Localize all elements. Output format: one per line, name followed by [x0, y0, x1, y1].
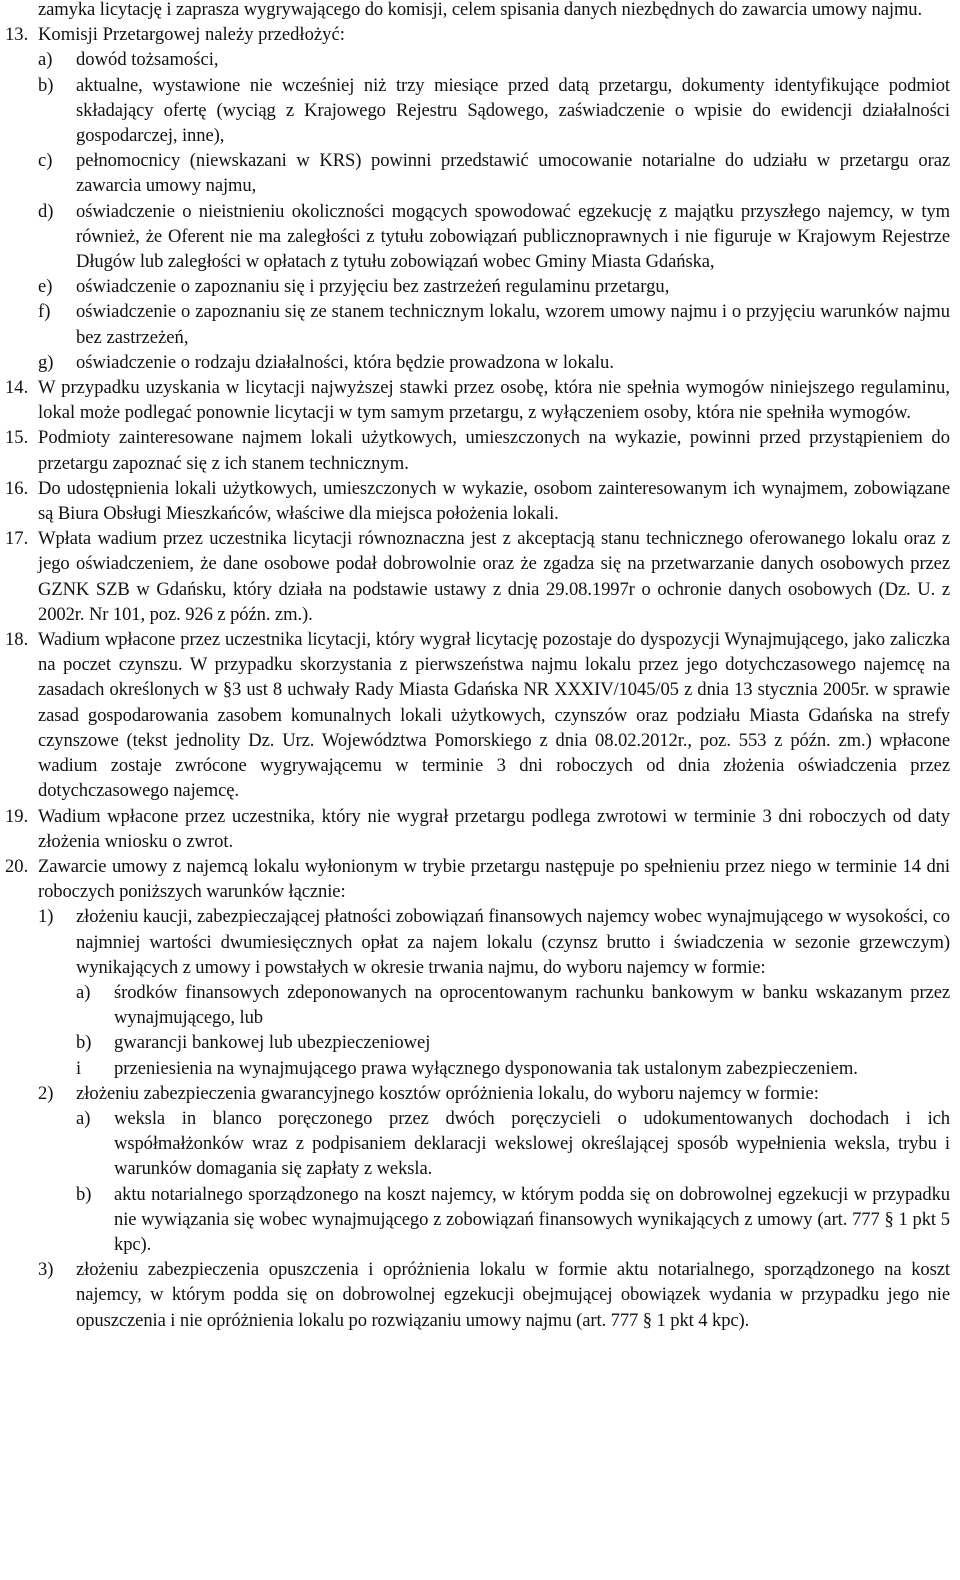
list-label: f) [38, 301, 51, 323]
list-item-13e [38, 274, 950, 299]
condition-1-option-b [76, 1030, 950, 1055]
section-number: 13. [5, 24, 29, 46]
section-16 [5, 476, 950, 526]
list-item-13b [38, 73, 950, 149]
section-13 [5, 22, 950, 375]
section-14 [5, 375, 950, 425]
section-number: 16. [5, 477, 29, 499]
condition-1 [38, 904, 950, 1080]
list-text: pełnomocnicy (niewskazani w KRS) powinni przedstawić umocowanie notarialne do udziału w przetargu oraz zawarcia umowy najmu, [76, 150, 950, 197]
option-label: b) [76, 1032, 92, 1054]
section-number: 19. [5, 805, 29, 827]
condition-3 [38, 1257, 950, 1333]
section-15 [5, 425, 950, 475]
option-label: a) [76, 1107, 91, 1129]
option-text: środków finansowych zdeponowanych na oprocentowanym rachunku bankowym w banku wskazanym przez wynajmującego, lub [114, 981, 950, 1029]
condition-1-option-a [76, 980, 950, 1030]
condition-text: złożeniu kaucji, zabezpieczającej płatności zobowiązań finansowych najemcy wobec wynajmującego w wysokości, co najmniej wartości dwumiesięcznych opłat za najem lokalu (czynsz brutto i świadczenia w sezonie grzewczym) wynikających z umowy i powstałych w okresie trwania najmu, do wyboru najemcy w formie: [76, 906, 950, 978]
list-text: oświadczenie o zapoznaniu się i przyjęciu bez zastrzeżeń regulaminu przetargu, [76, 276, 670, 298]
condition-label: 2) [38, 1082, 54, 1104]
list-label: e) [38, 276, 53, 298]
section-number: 20. [5, 855, 29, 877]
condition-text: złożeniu zabezpieczenia opuszczenia i opróżnienia lokalu w formie aktu notarialnego, sporządzonego na koszt najemcy, w którym podda się on dobrowolnej egzekucji obejmującej obowiązek wydania w przypadku jego nie opuszczenia i nie opróżnienia lokalu po rozwiązaniu umowy najmu (art. 777 § 1 pkt 4 kpc). [76, 1259, 950, 1331]
list-item-13d [38, 199, 950, 275]
condition-1-option-i [76, 1056, 950, 1081]
section-text: Wadium wpłacone przez uczestnika, który nie wygrał przetargu podlega zwrotowi w terminie 3 dni roboczych od daty złożenia wniosku o zwrot. [38, 805, 950, 852]
section-number: 15. [5, 427, 29, 449]
condition-label: 1) [38, 906, 54, 928]
section-text: Komisji Przetargowej należy przedłożyć: [38, 24, 345, 46]
section-17 [5, 526, 950, 627]
list-label: c) [38, 150, 53, 172]
list-text: aktualne, wystawione nie wcześniej niż trzy miesiące przed datą przetargu, dokumenty identyfikujące podmiot składający ofertę (wyciąg z Krajowego Rejestru Sądowego, zaświadczenie o wpisie do ewidencji działalności gospodarczej, inne), [76, 74, 950, 147]
condition-label: 3) [38, 1259, 54, 1281]
lead-fragment: zamyka licytację i zaprasza wygrywającego do komisji, celem spisania danych niezbędnych do zawarcia umowy najmu. [38, 0, 923, 20]
section-text: Zawarcie umowy z najemcą lokalu wyłonionym w trybie przetargu następuje po spełnieniu przez niego w terminie 14 dni roboczych poniższych warunków łącznie: [38, 855, 950, 903]
section-number: 14. [5, 377, 29, 399]
section-20 [5, 854, 950, 1333]
list-item-13c [38, 148, 950, 198]
list-label: b) [38, 74, 54, 96]
section-text: W przypadku uzyskania w licytacji najwyższej stawki przez osobę, która nie spełnia wymogów niniejszego regulaminu, lokal może podlegać ponownie licytacji w tym samym przetargu, z wyłączeniem osoby, która nie spełniła wymogów. [38, 377, 950, 424]
list-text: dowód tożsamości, [76, 49, 219, 71]
section-18 [5, 627, 950, 803]
list-text: oświadczenie o nieistnieniu okoliczności mogących spowodować egzekucję z majątku przyszłego najemcy, w tym również, że Oferent nie ma zaległości z tytułu zobowiązań publicznoprawnych i nie figuruje w Krajowym Rejestrze Długów lub zaległości w opłatach z tytułu zobowiązań wobec Gminy Miasta Gdańska, [76, 200, 950, 273]
section-text: Do udostępnienia lokali użytkowych, umieszczonych w wykazie, osobom zainteresowanym ich wynajmem, zobowiązane są Biura Obsługi Mieszkańców, właściwe dla miejsca położenia lokali. [38, 477, 950, 525]
section-text: Wadium wpłacone przez uczestnika licytacji, który wygrał licytację pozostaje do dyspozycji Wynajmującego, jako zaliczka na poczet czynszu. W przypadku skorzystania z pierwszeństwa najmu lokalu przez jego dotychczasowego najemcę na zasadach określonych w §3 ust 8 uchwały Rady Miasta Gdańska NR XXXIV/1045/05 z dnia 13 stycznia 2005r. w sprawie zasad gospodarowania zasobem komunalnych lokali użytkowych, czynszów oraz podziału Miasta Gdańska na strefy czynszowe (tekst jednolity Dz. Urz. Województwa Pomorskiego z dnia 08.02.2012r., poz. 553 z późn. zm.) wpłacone wadium zostaje zwrócone wygrywającemu w terminie 3 dni roboczych od dnia złożenia oświadczenia przez dotychczasowego najemcę. [38, 629, 950, 802]
section-number: 17. [5, 528, 29, 550]
section-text: Wpłata wadium przez uczestnika licytacji równoznaczna jest z akceptacją stanu technicznego oferowanego lokalu oraz z jego oświadczeniem, że dane osobowe podał dobrowolnie oraz że zgadza się na przetwarzanie danych osobowych przez GZNK SZB w Gdańsku, który działa na podstawie ustawy z dnia 29.08.1997r o ochronie danych osobowych (Dz. U. z 2002r. Nr 101, poz. 926 z późn. zm.). [38, 528, 950, 625]
option-text: przeniesienia na wynajmującego prawa wyłącznego dysponowania tak ustalonym zabezpieczeniem. [114, 1057, 858, 1079]
list-item-13f [38, 299, 950, 349]
section-19 [5, 804, 950, 854]
list-item-13a [38, 47, 950, 72]
option-text: weksla in blanco poręczonego przez dwóch poręczycieli o udokumentowanych dochodach i ich współmałżonków wraz z podpisaniem deklaracji wekslowej określającej sposób wypełnienia weksla, trybu i warunków domagania się zapłaty z weksla. [114, 1107, 950, 1180]
section-text: Podmioty zainteresowane najmem lokali użytkowych, umieszczonych na wykazie, powinni przed przystąpieniem do przetargu zapoznać się z ich stanem technicznym. [38, 427, 950, 474]
option-label: i [76, 1057, 82, 1079]
option-text: gwarancji bankowej lub ubezpieczeniowej [114, 1032, 431, 1054]
list-item-13g [38, 350, 950, 375]
condition-text: złożeniu zabezpieczenia gwarancyjnego kosztów opróżnienia lokalu, do wyboru najemcy w formie: [76, 1082, 819, 1104]
list-label: g) [38, 351, 54, 373]
option-label: a) [76, 981, 91, 1003]
option-text: aktu notarialnego sporządzonego na koszt najemcy, w którym podda się on dobrowolnej egzekucji w przypadku nie wywiązania się wobec wynajmującego z zobowiązań finansowych wynikających z umowy (art. 777 § 1 pkt 5 kpc). [114, 1183, 950, 1255]
list-text: oświadczenie o rodzaju działalności, która będzie prowadzona w lokalu. [76, 351, 614, 373]
condition-2-option-a [76, 1106, 950, 1182]
list-label: d) [38, 200, 54, 222]
option-label: b) [76, 1183, 92, 1205]
list-label: a) [38, 49, 53, 71]
condition-2-option-b [76, 1182, 950, 1258]
section-number: 18. [5, 629, 29, 651]
list-text: oświadczenie o zapoznaniu się ze stanem technicznym lokalu, wzorem umowy najmu i o przyjęciu warunków najmu bez zastrzeżeń, [76, 301, 950, 348]
condition-2 [38, 1081, 950, 1257]
